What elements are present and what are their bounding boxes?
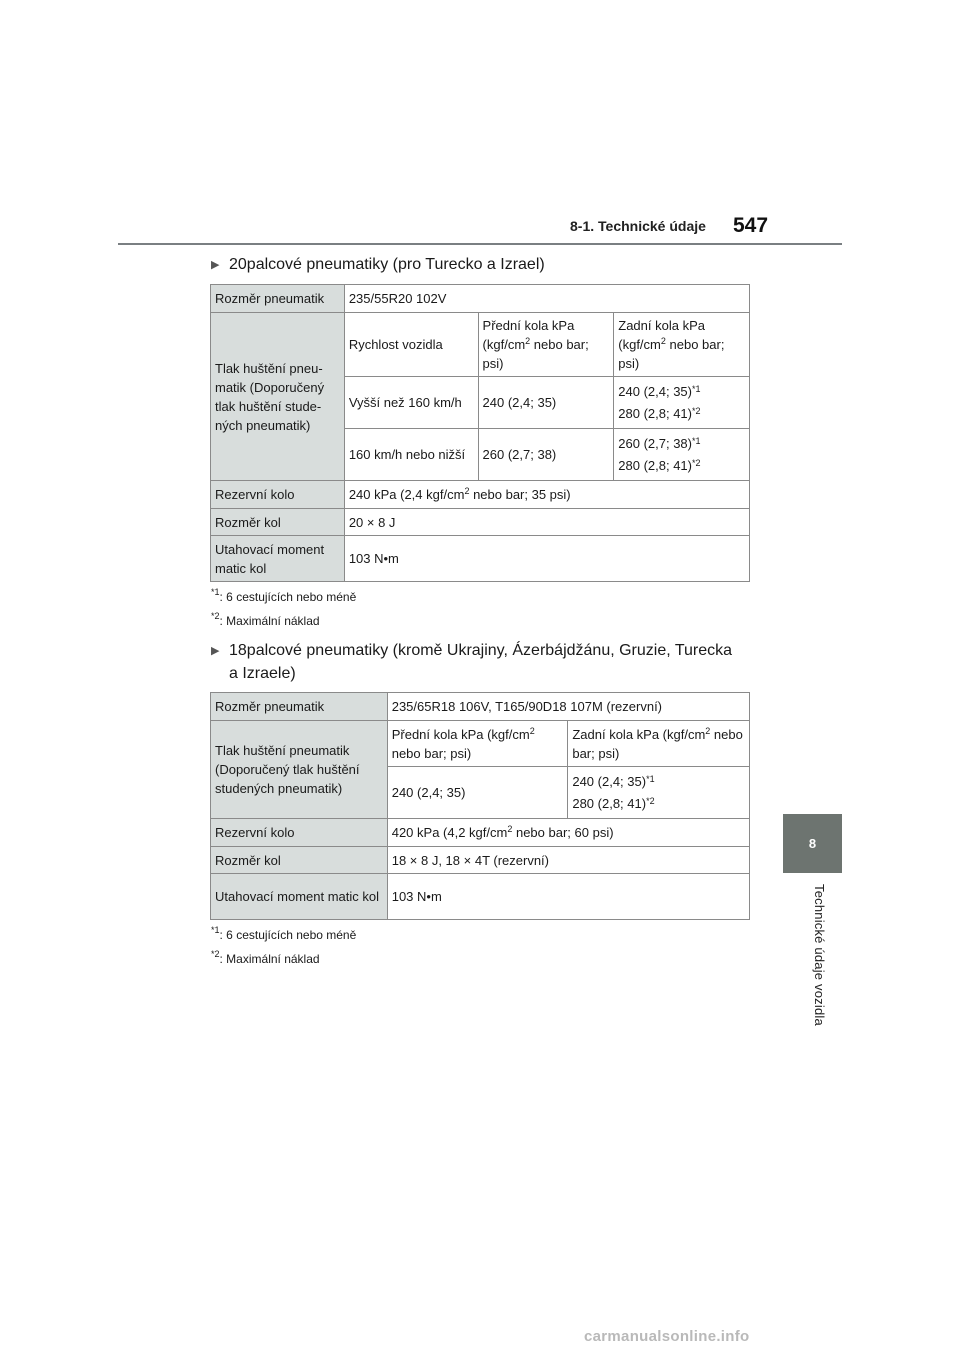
torque-label: Utahovací moment matic kol: [211, 536, 345, 582]
row2-rear: 260 (2,7; 38)$^{*1}$ 280 (2,8; 41)$^{*2}$: [614, 429, 750, 481]
table2-heading-line2: a Izraele): [229, 665, 296, 682]
table-row: [211, 509, 750, 536]
table-row: [211, 285, 750, 313]
footnote-2: $^{*2}$: Maximální náklad: [211, 949, 320, 966]
col-front: Přední kola kPa ($kgf/cm^2$ nebo bar; psi): [387, 721, 568, 767]
spare-label: Rezervní kolo: [211, 819, 388, 847]
tire-table-18: [210, 692, 750, 920]
pressure-label: Tlak huštění pneumatik (Doporučený tlak huštění studených pneumatik): [211, 721, 388, 819]
table-row: [211, 481, 750, 509]
chapter-title: Technické údaje vozidla: [812, 884, 827, 1026]
wheel-value: 18 × 8 J, 18 × 4T (rezervní): [387, 847, 749, 874]
row2-front: 260 (2,7; 38): [478, 429, 614, 481]
section-title: 8-1. Technické údaje: [570, 218, 706, 234]
wheel-label: Rozměr kol: [211, 509, 345, 536]
watermark: carmanualsonline.info: [584, 1328, 750, 1345]
tire-size-label: Rozměr pneumatik: [211, 285, 345, 313]
col-rear: Zadní kola kPa ($kgf/cm^2$ nebo bar; psi): [614, 313, 750, 377]
footnote-1: $^{*1}$: 6 cestujících nebo méně: [211, 587, 357, 604]
row2-speed: 160 km/h nebo nižší: [344, 429, 478, 481]
torque-value: 103 N•m: [387, 874, 749, 920]
triangle-bullet-icon: ▶: [211, 259, 220, 271]
footnote-1: $^{*1}$: 6 cestujících nebo méně: [211, 925, 357, 942]
tire-size-value: 235/65R18 106V, T165/90D18 107M (rezervní): [387, 693, 749, 721]
wheel-value: 20 × 8 J: [344, 509, 749, 536]
col-speed: Rychlost vozidla: [344, 313, 478, 377]
tire-table-20: [210, 284, 750, 582]
page-number: 547: [733, 214, 769, 237]
spare-value: 420 kPa (4,2 kgf/$cm^2$ nebo bar; 60 psi): [387, 819, 749, 847]
tire-size-value: 235/55R20 102V: [344, 285, 749, 313]
table-row: [211, 536, 750, 582]
wheel-label: Rozměr kol: [211, 847, 388, 874]
table1-heading: [211, 253, 545, 277]
header-rule: [118, 243, 842, 245]
col-rear: Zadní kola kPa ($kgf/cm^2$ nebo bar; psi): [568, 721, 750, 767]
footnote-2: $^{*2}$: Maximální náklad: [211, 611, 320, 628]
row1-front: 240 (2,4; 35): [478, 377, 614, 429]
table-row: [211, 721, 750, 767]
table-row: [211, 693, 750, 721]
row-front: 240 (2,4; 35): [387, 767, 568, 819]
table-row: [211, 313, 750, 377]
table-row: [211, 847, 750, 874]
row1-rear: 240 (2,4; 35)$^{*1}$ 280 (2,8; 41)$^{*2}$: [614, 377, 750, 429]
spare-label: Rezervní kolo: [211, 481, 345, 509]
pressure-label: Tlak huštění pneu-matik (Doporučený tlak huštění stude-ných pneumatik): [211, 313, 345, 481]
spare-value: 240 kPa (2,4 kgf/$cm^2$ nebo bar; 35 psi): [344, 481, 749, 509]
triangle-bullet-icon: ▶: [211, 645, 220, 657]
table1-heading-text: 20palcové pneumatiky (pro Turecko a Izrael): [229, 256, 545, 273]
chapter-number: 8: [808, 836, 817, 851]
torque-label: Utahovací moment matic kol: [211, 874, 388, 920]
table-row: [211, 874, 750, 920]
col-front: Přední kola kPa ($kgf/cm^2$ nebo bar; psi): [478, 313, 614, 377]
table-row: [211, 819, 750, 847]
table2-heading-line1: 18palcové pneumatiky (kromě Ukrajiny, Ázerbájdžánu, Gruzie, Turecka: [229, 642, 733, 659]
torque-value: 103 N•m: [344, 536, 749, 582]
tire-size-label: Rozměr pneumatik: [211, 693, 388, 721]
table2-heading: [211, 639, 732, 685]
row-rear: 240 (2,4; 35)$^{*1}$ 280 (2,8; 41)$^{*2}$: [568, 767, 750, 819]
row1-speed: Vyšší než 160 km/h: [344, 377, 478, 429]
chapter-tab: [783, 814, 842, 873]
